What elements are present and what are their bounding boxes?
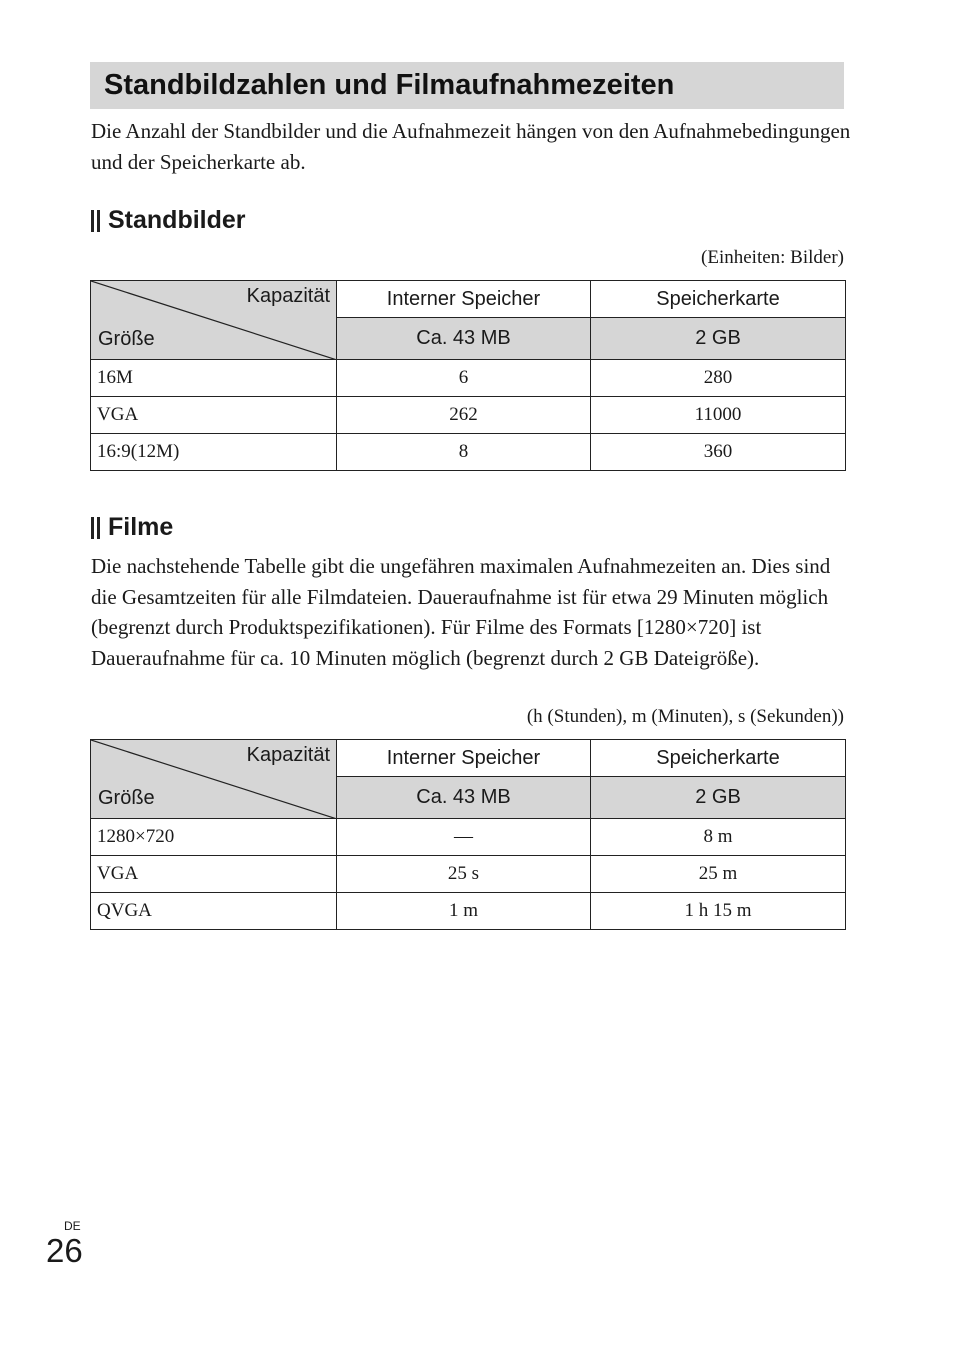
row-size: 1280×720 <box>91 819 337 856</box>
col-header-internal: Interner Speicher <box>337 281 591 318</box>
col-sub-internal: Ca. 43 MB <box>337 318 591 360</box>
section-heading-label: Filme <box>108 513 174 541</box>
units-note: (Einheiten: Bilder) <box>701 247 844 268</box>
size-label: Größe <box>98 787 155 809</box>
table-row <box>91 434 846 471</box>
table-corner-cell <box>91 740 337 819</box>
table-row <box>91 819 846 856</box>
capacity-label: Kapazität <box>246 744 330 766</box>
table-row <box>91 856 846 893</box>
intro-text: Die Anzahl der Standbilder und die Aufnahmezeit hängen von den Aufnahmebedingungen und der Speicherkarte ab. <box>91 119 851 174</box>
row-card: 1 h 15 m <box>591 893 846 930</box>
row-internal: — <box>337 819 591 856</box>
page-title-bar <box>90 62 844 109</box>
filme-paragraph: Die nachstehende Tabelle gibt die ungefähren maximalen Aufnahmezeiten an. Dies sind die Gesamtzeiten für alle Filmdateien. Daueraufnahme ist für etwa 29 Minuten möglich (begrenzt durch Produktspezifikationen). Für Filme des Formats [1280×720] ist Daueraufnahme für ca. 10 Minuten möglich (begrenzt durch 2 GB Dateigröße). <box>91 554 831 670</box>
row-size: VGA <box>91 856 337 893</box>
section-heading-filme <box>91 513 173 542</box>
row-internal: 8 <box>337 434 591 471</box>
size-label: Größe <box>98 328 155 350</box>
table-row <box>91 893 846 930</box>
row-size: 16:9(12M) <box>91 434 337 471</box>
page-language-label: DE <box>64 1219 81 1233</box>
section-marker-icon <box>91 210 100 232</box>
section-marker-icon <box>91 517 100 539</box>
row-size: QVGA <box>91 893 337 930</box>
capacity-label: Kapazität <box>246 285 330 307</box>
section-heading-standbilder <box>91 206 246 235</box>
page-number: 26 <box>46 1232 83 1269</box>
col-sub-card: 2 GB <box>591 777 846 819</box>
row-internal: 1 m <box>337 893 591 930</box>
row-size: VGA <box>91 397 337 434</box>
table-row <box>91 360 846 397</box>
row-internal: 262 <box>337 397 591 434</box>
row-card: 25 m <box>591 856 846 893</box>
page-title: Standbildzahlen und Filmaufnahmezeiten <box>104 69 675 101</box>
units-note: (h (Stunden), m (Minuten), s (Sekunden)) <box>526 706 844 727</box>
row-card: 11000 <box>591 397 846 434</box>
col-header-internal: Interner Speicher <box>337 740 591 777</box>
row-card: 360 <box>591 434 846 471</box>
col-header-card: Speicherkarte <box>591 740 846 777</box>
row-size: 16M <box>91 360 337 397</box>
section-heading-label: Standbilder <box>108 206 246 234</box>
row-card: 280 <box>591 360 846 397</box>
col-header-card: Speicherkarte <box>591 281 846 318</box>
standbilder-table <box>90 280 846 471</box>
table-row <box>91 397 846 434</box>
filme-table <box>90 739 846 930</box>
row-card: 8 m <box>591 819 846 856</box>
row-internal: 6 <box>337 360 591 397</box>
col-sub-card: 2 GB <box>591 318 846 360</box>
row-internal: 25 s <box>337 856 591 893</box>
col-sub-internal: Ca. 43 MB <box>337 777 591 819</box>
table-corner-cell <box>91 281 337 360</box>
